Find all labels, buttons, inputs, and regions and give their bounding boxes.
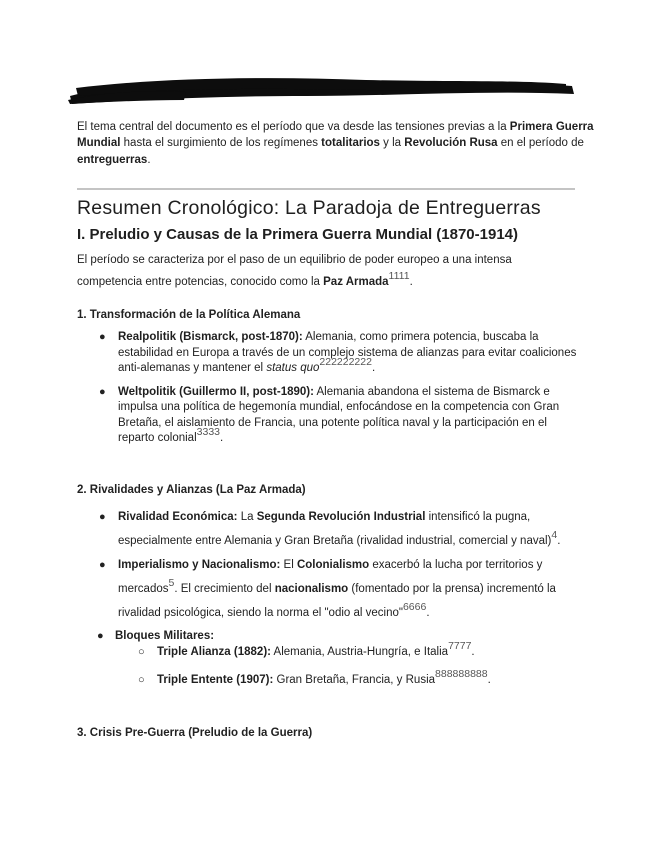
section-heading: I. Preludio y Causas de la Primera Guerra Mundial (1870-1914): [77, 226, 519, 243]
list-item: ● Rivalidad Económica: La Segunda Revolución Industrial intensificó la pugna, especialmente entre Alemania y Gran Bretaña (rivalidad industrial, comercial y naval)4.: [77, 505, 577, 553]
subsection-heading: 2. Rivalidades y Alianzas (La Paz Armada): [77, 484, 306, 496]
document-title: Resumen Cronológico: La Paradoja de Entreguerras: [77, 197, 541, 219]
list-item: ● Imperialismo y Nacionalismo: El Colonialismo exacerbó la lucha por territorios y mercados5. El crecimiento del nacionalismo (fomentado por la prensa) incrementó la rivalidad psicológica, siendo la norma el "odio al vecino"6666.: [77, 553, 577, 625]
footnote-ref: 5: [168, 577, 175, 589]
list-item: ○ Triple Entente (1907): Gran Bretaña, Francia, y Rusia888888888.: [77, 673, 577, 689]
bullet-icon: ●: [99, 511, 106, 523]
bullet-icon: ●: [97, 630, 104, 642]
footnote-ref: 888888888: [435, 667, 488, 680]
circle-bullet-icon: ○: [138, 673, 145, 686]
subsection-heading: 1. Transformación de la Política Alemana: [77, 309, 301, 321]
list-item: ● Weltpolitik (Guillermo II, post-1890): Alemania abandona el sistema de Bismarck e impulsa una política de hegemonía mundial, enfocándose en la competencia con Gran Bretaña, el aislamiento de Francia, una potente política naval y la participación en el reparto colonial3333.: [99, 385, 560, 444]
circle-bullet-icon: ○: [138, 646, 145, 658]
bullet-icon: ●: [99, 385, 106, 398]
intro-paragraph: El tema central del documento es el período que va desde las tensiones previas a la Primera Guerra Mundial hasta el surgimiento de los regímenes totalitarios y la Revolución Rusa en el período de entreguerras.: [77, 121, 594, 166]
footnote-ref: 7777: [448, 640, 472, 652]
list-item: ● Bloques Militares:: [97, 630, 215, 642]
horizontal-divider: [77, 188, 575, 190]
footnote-ref: 6666: [402, 601, 427, 613]
nested-bullet-list: [77, 640, 577, 688]
list-item: ● Realpolitik (Bismarck, post-1870): Alemania, como primera potencia, buscaba la estabilidad en Europa a través de un complejo sistema de alianzas para evitar coaliciones anti-alemanas y mantener el status quo222222222.: [99, 331, 577, 374]
footnote-ref: 222222222: [319, 356, 372, 368]
bullet-icon: ●: [99, 331, 106, 343]
subsection-heading: 3. Crisis Pre-Guerra (Preludio de la Guerra): [77, 727, 313, 739]
footnote-ref: 3333: [196, 426, 220, 438]
list-item: ○ Triple Alianza (1882): Alemania, Austria-Hungría, e Italia7777.: [77, 645, 577, 661]
bullet-icon: ●: [99, 559, 106, 571]
section-paragraph: El período se caracteriza por el paso de un equilibrio de poder europeo a una intensa competencia entre potencias, conocido como la Paz Armada1111.: [77, 254, 512, 288]
footnote-ref: 4: [551, 529, 558, 541]
footnote-ref: 1111: [388, 270, 410, 282]
redaction-scribble: [66, 74, 578, 104]
bullet-list: [77, 505, 577, 644]
bullet-list: [77, 330, 577, 447]
